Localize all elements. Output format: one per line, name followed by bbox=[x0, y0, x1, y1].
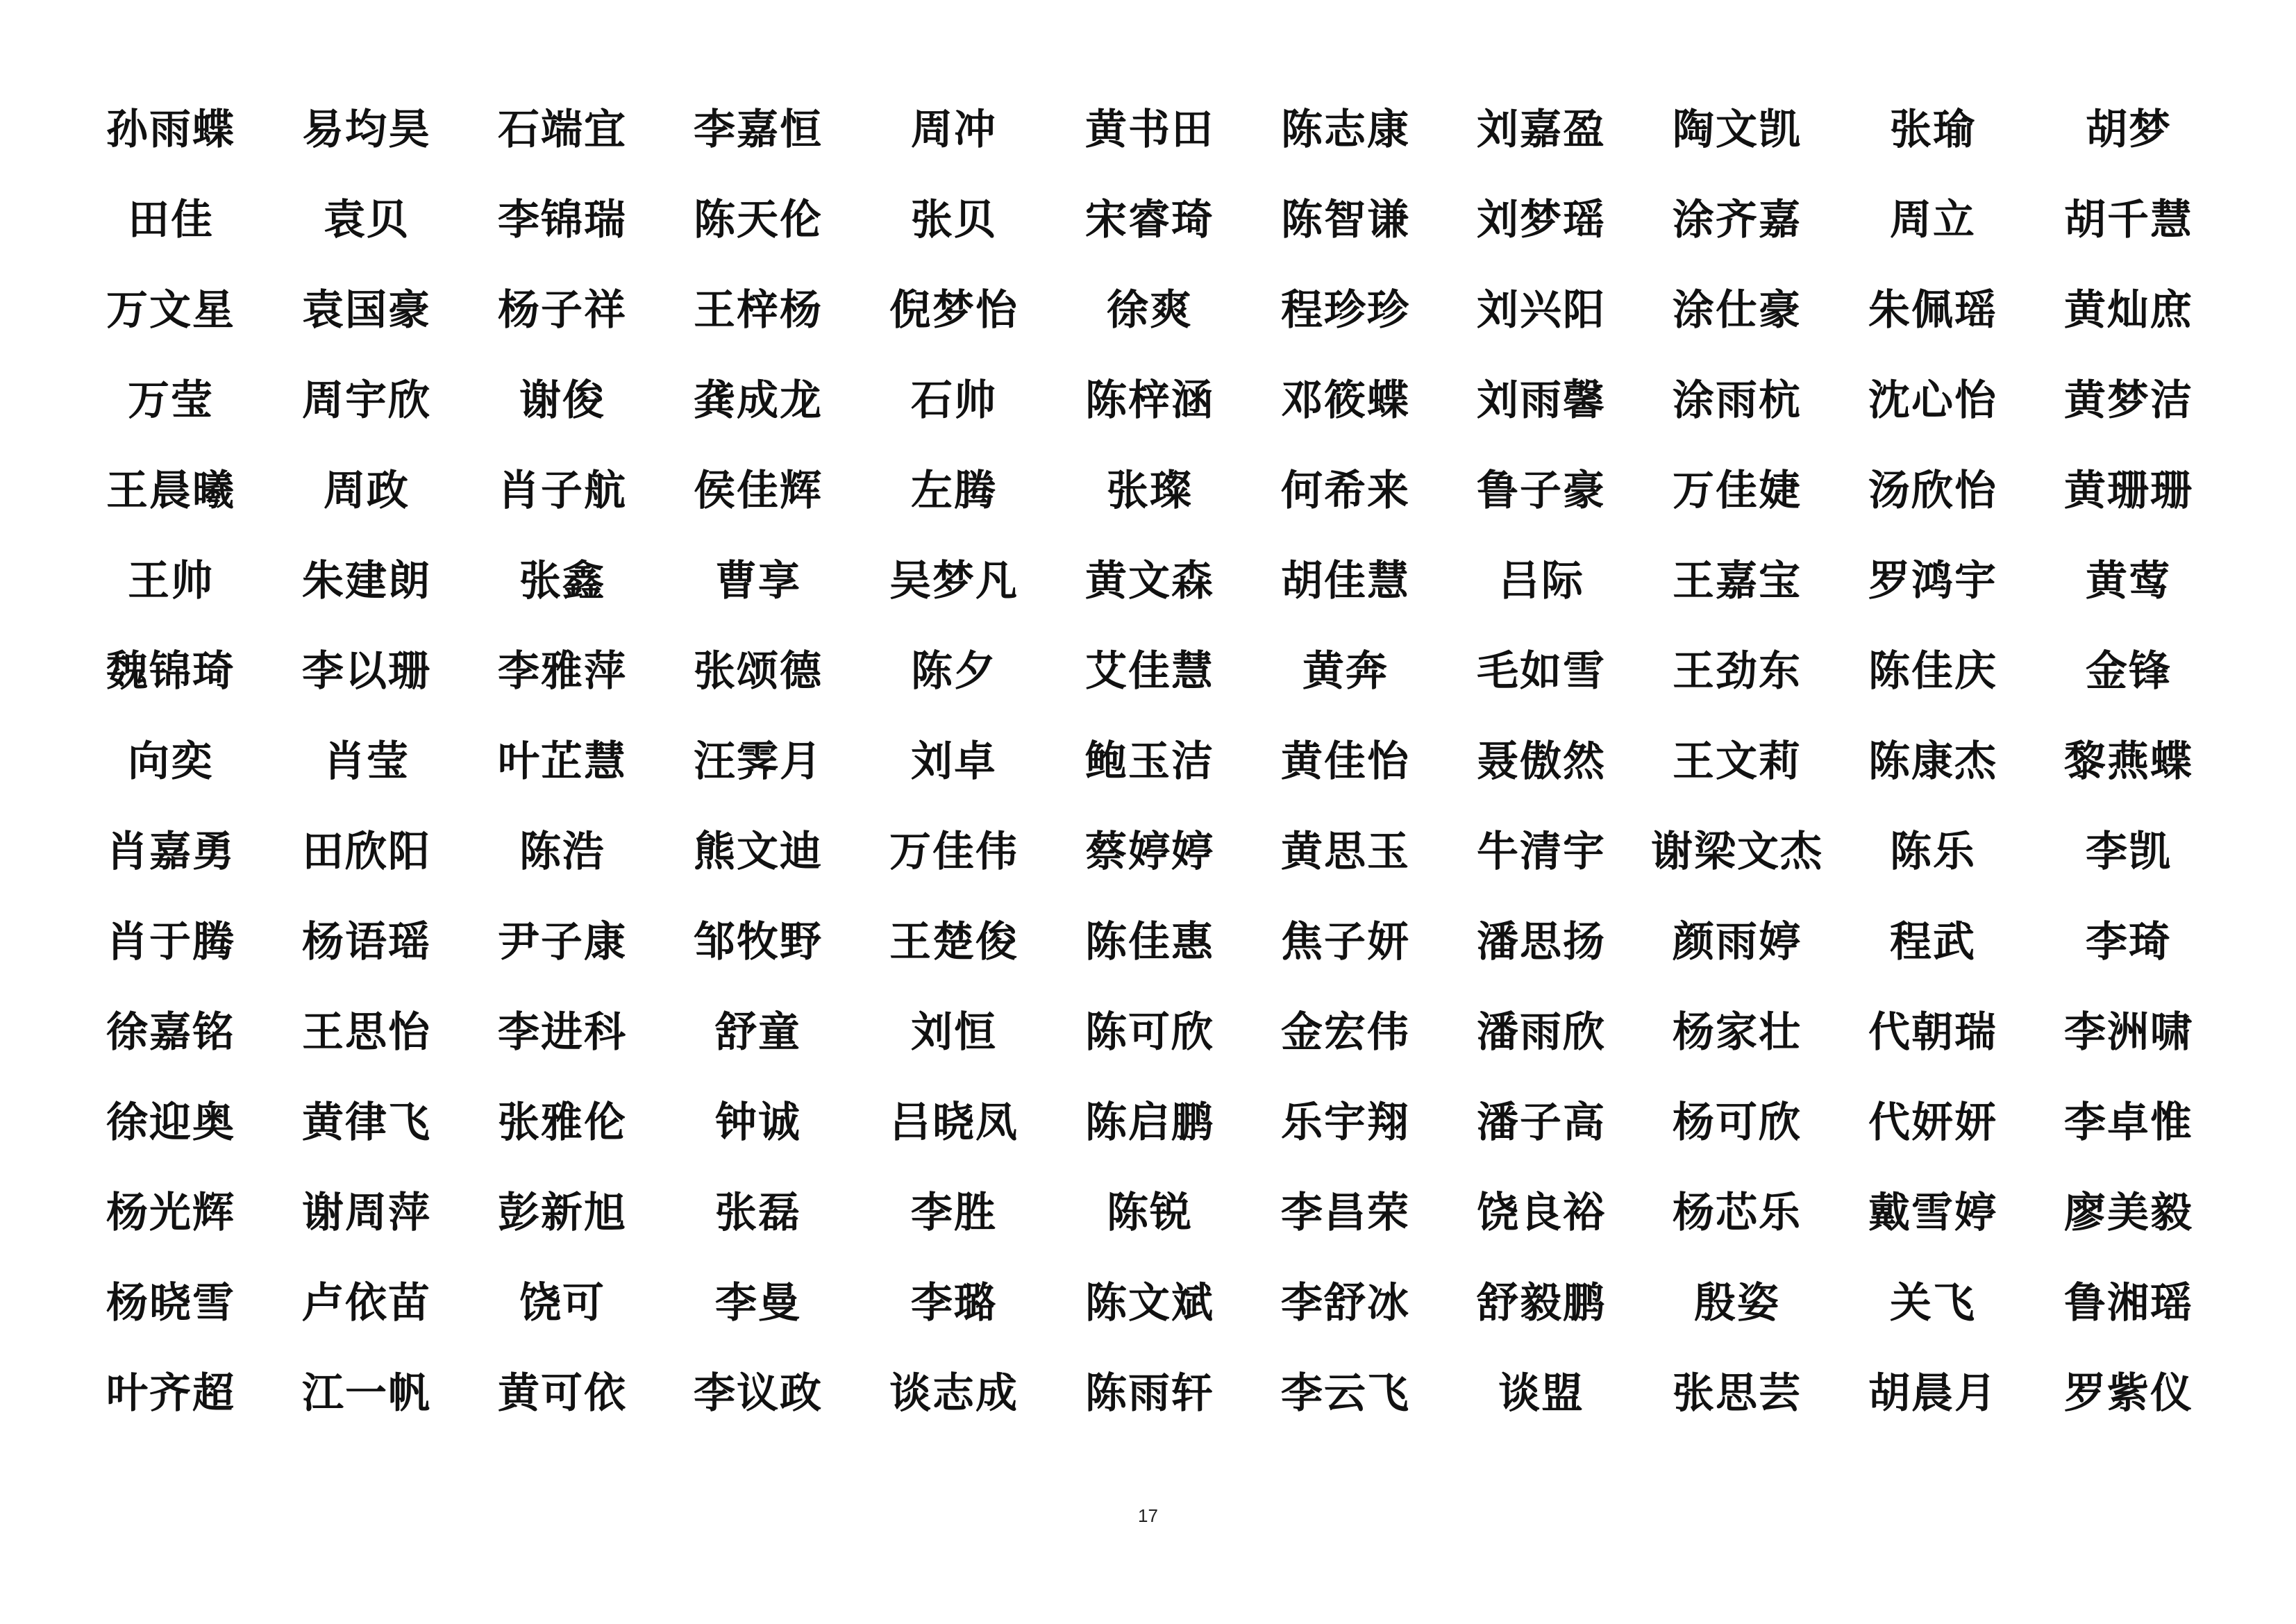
name-cell: 毛如雪 bbox=[1477, 647, 1606, 696]
name-cell: 谈盟 bbox=[1498, 1369, 1584, 1418]
name-cell: 陈可欣 bbox=[1085, 1008, 1214, 1057]
name-cell: 胡千慧 bbox=[2064, 196, 2193, 244]
name-cell: 宋睿琦 bbox=[1085, 196, 1214, 244]
name-cell: 潘雨欣 bbox=[1477, 1008, 1606, 1057]
name-cell: 杨子祥 bbox=[498, 286, 627, 335]
name-cell: 鲁湘瑶 bbox=[2064, 1279, 2193, 1328]
name-cell: 汪霁月 bbox=[694, 737, 823, 786]
name-cell: 陈天伦 bbox=[694, 196, 823, 244]
name-cell: 牛清宇 bbox=[1477, 828, 1606, 876]
name-cell: 饶可 bbox=[519, 1279, 605, 1328]
name-cell: 李璐 bbox=[911, 1279, 997, 1328]
name-cell: 万文星 bbox=[106, 286, 235, 335]
name-cell: 王梓杨 bbox=[694, 286, 823, 335]
name-cell: 黄书田 bbox=[1085, 106, 1214, 154]
name-cell: 鲍玉洁 bbox=[1085, 737, 1214, 786]
name-cell: 李胜 bbox=[911, 1189, 997, 1237]
name-cell: 杨光辉 bbox=[106, 1189, 235, 1237]
name-cell: 吕晓凤 bbox=[889, 1098, 1019, 1147]
name-cell: 李舒冰 bbox=[1281, 1279, 1410, 1328]
name-cell: 左腾 bbox=[911, 467, 997, 515]
name-cell: 胡晨月 bbox=[1868, 1369, 1997, 1418]
name-cell: 钟诚 bbox=[715, 1098, 801, 1147]
name-cell: 戴雪婷 bbox=[1868, 1189, 1997, 1237]
name-cell: 万佳伟 bbox=[889, 828, 1019, 876]
name-cell: 李嘉恒 bbox=[694, 106, 823, 154]
name-cell: 刘兴阳 bbox=[1477, 286, 1606, 335]
name-cell: 黄佳怡 bbox=[1281, 737, 1410, 786]
name-cell: 舒毅鹏 bbox=[1477, 1279, 1606, 1328]
name-cell: 张鑫 bbox=[519, 557, 605, 605]
name-cell: 张瑜 bbox=[1890, 106, 1976, 154]
name-cell: 曹享 bbox=[715, 557, 801, 605]
name-cell: 刘雨馨 bbox=[1477, 376, 1606, 425]
name-cell: 徐嘉铭 bbox=[106, 1008, 235, 1057]
name-cell: 金锋 bbox=[2086, 647, 2172, 696]
name-cell: 王嘉宝 bbox=[1673, 557, 1802, 605]
name-cell: 龚成龙 bbox=[694, 376, 823, 425]
name-cell: 彭新旭 bbox=[498, 1189, 627, 1237]
name-cell: 潘子高 bbox=[1477, 1098, 1606, 1147]
name-cell: 代妍妍 bbox=[1868, 1098, 1997, 1147]
name-cell: 朱建朗 bbox=[302, 557, 431, 605]
name-cell: 李云飞 bbox=[1281, 1369, 1410, 1418]
name-cell: 罗紫仪 bbox=[2064, 1369, 2193, 1418]
name-cell: 尹子康 bbox=[498, 918, 627, 966]
name-cell: 颜雨婷 bbox=[1673, 918, 1802, 966]
name-cell: 焦子妍 bbox=[1281, 918, 1410, 966]
name-cell: 刘恒 bbox=[911, 1008, 997, 1057]
name-cell: 叶芷慧 bbox=[498, 737, 627, 786]
name-cell: 袁国豪 bbox=[302, 286, 431, 335]
name-cell: 沈心怡 bbox=[1868, 376, 1997, 425]
name-cell: 胡佳慧 bbox=[1281, 557, 1410, 605]
name-cell: 刘卓 bbox=[911, 737, 997, 786]
name-cell: 王思怡 bbox=[302, 1008, 431, 1057]
name-cell: 鲁子豪 bbox=[1477, 467, 1606, 515]
name-cell: 王文莉 bbox=[1673, 737, 1802, 786]
name-cell: 乐宇翔 bbox=[1281, 1098, 1410, 1147]
name-cell: 殷姿 bbox=[1694, 1279, 1780, 1328]
name-cell: 肖子航 bbox=[498, 467, 627, 515]
name-cell: 陈乐 bbox=[1890, 828, 1976, 876]
name-cell: 黄灿庶 bbox=[2064, 286, 2193, 335]
name-cell: 陈浩 bbox=[519, 828, 605, 876]
name-cell: 向奕 bbox=[128, 737, 214, 786]
name-cell: 李凯 bbox=[2086, 828, 2172, 876]
name-cell: 黄珊珊 bbox=[2064, 467, 2193, 515]
name-cell: 关飞 bbox=[1890, 1279, 1976, 1328]
name-cell: 黄思玉 bbox=[1281, 828, 1410, 876]
name-cell: 李洲啸 bbox=[2064, 1008, 2193, 1057]
name-cell: 邓筱蝶 bbox=[1281, 376, 1410, 425]
name-cell: 邹牧野 bbox=[694, 918, 823, 966]
name-cell: 周政 bbox=[324, 467, 410, 515]
name-cell: 陈文斌 bbox=[1085, 1279, 1214, 1328]
name-cell: 王帅 bbox=[128, 557, 214, 605]
name-cell: 陈启鹏 bbox=[1085, 1098, 1214, 1147]
name-cell: 魏锦琦 bbox=[106, 647, 235, 696]
name-cell: 王晨曦 bbox=[106, 467, 235, 515]
name-cell: 刘梦瑶 bbox=[1477, 196, 1606, 244]
name-cell: 谢周萍 bbox=[302, 1189, 431, 1237]
name-cell: 周宇欣 bbox=[302, 376, 431, 425]
name-cell: 程珍珍 bbox=[1281, 286, 1410, 335]
name-cell: 艾佳慧 bbox=[1085, 647, 1214, 696]
name-cell: 陈梓涵 bbox=[1085, 376, 1214, 425]
name-cell: 李昌荣 bbox=[1281, 1189, 1410, 1237]
page-number: 17 bbox=[1138, 1505, 1158, 1526]
name-cell: 吕际 bbox=[1498, 557, 1584, 605]
name-cell: 王楚俊 bbox=[889, 918, 1019, 966]
name-cell: 李琦 bbox=[2086, 918, 2172, 966]
name-cell: 张思芸 bbox=[1673, 1369, 1802, 1418]
name-cell: 卢依苗 bbox=[302, 1279, 431, 1328]
name-cell: 陈雨轩 bbox=[1085, 1369, 1214, 1418]
name-cell: 周冲 bbox=[911, 106, 997, 154]
name-cell: 张贝 bbox=[911, 196, 997, 244]
name-cell: 饶良裕 bbox=[1477, 1189, 1606, 1237]
name-cell: 涂雨杭 bbox=[1673, 376, 1802, 425]
name-cell: 陈康杰 bbox=[1868, 737, 1997, 786]
name-cell: 代朝瑞 bbox=[1868, 1008, 1997, 1057]
name-cell: 涂仕豪 bbox=[1673, 286, 1802, 335]
name-cell: 万佳婕 bbox=[1673, 467, 1802, 515]
name-cell: 吴梦凡 bbox=[889, 557, 1019, 605]
name-cell: 张颂德 bbox=[694, 647, 823, 696]
name-cell: 徐迎奥 bbox=[106, 1098, 235, 1147]
name-cell: 金宏伟 bbox=[1281, 1008, 1410, 1057]
name-cell: 涂齐嘉 bbox=[1673, 196, 1802, 244]
name-cell: 黄奔 bbox=[1302, 647, 1389, 696]
name-cell: 陈夕 bbox=[911, 647, 997, 696]
name-cell: 陈智谦 bbox=[1281, 196, 1410, 244]
name-cell: 杨晓雪 bbox=[106, 1279, 235, 1328]
name-cell: 熊文迪 bbox=[694, 828, 823, 876]
name-cell: 张磊 bbox=[715, 1189, 801, 1237]
name-cell: 李议政 bbox=[694, 1369, 823, 1418]
name-cell: 黄可依 bbox=[498, 1369, 627, 1418]
name-cell: 黎燕蝶 bbox=[2064, 737, 2193, 786]
name-cell: 田欣阳 bbox=[302, 828, 431, 876]
name-cell: 王劲东 bbox=[1673, 647, 1802, 696]
name-cell: 侯佳辉 bbox=[694, 467, 823, 515]
name-cell: 张雅伦 bbox=[498, 1098, 627, 1147]
name-cell: 叶齐超 bbox=[106, 1369, 235, 1418]
name-cell: 周立 bbox=[1890, 196, 1976, 244]
name-cell: 张璨 bbox=[1107, 467, 1193, 515]
name-cell: 罗鸿宇 bbox=[1868, 557, 1997, 605]
name-cell: 陈锐 bbox=[1107, 1189, 1193, 1237]
name-cell: 黄梦洁 bbox=[2064, 376, 2193, 425]
name-cell: 江一帆 bbox=[302, 1369, 431, 1418]
name-cell: 万莹 bbox=[128, 376, 214, 425]
name-cell: 黄文森 bbox=[1085, 557, 1214, 605]
name-cell: 李以珊 bbox=[302, 647, 431, 696]
name-cell: 黄莺 bbox=[2086, 557, 2172, 605]
name-cell: 李曼 bbox=[715, 1279, 801, 1328]
name-cell: 孙雨蝶 bbox=[106, 106, 235, 154]
name-cell: 肖嘉勇 bbox=[106, 828, 235, 876]
name-cell: 李进科 bbox=[498, 1008, 627, 1057]
name-cell: 胡梦 bbox=[2086, 106, 2172, 154]
name-cell: 何希来 bbox=[1281, 467, 1410, 515]
name-cell: 陈佳庆 bbox=[1868, 647, 1997, 696]
name-cell: 程武 bbox=[1890, 918, 1976, 966]
name-cell: 石端宜 bbox=[498, 106, 627, 154]
name-cell: 李锦瑞 bbox=[498, 196, 627, 244]
name-grid bbox=[73, 85, 2227, 1439]
name-cell: 田佳 bbox=[128, 196, 214, 244]
name-cell: 蔡婷婷 bbox=[1085, 828, 1214, 876]
name-cell: 朱佩瑶 bbox=[1868, 286, 1997, 335]
name-cell: 潘思扬 bbox=[1477, 918, 1606, 966]
name-cell: 肖莹 bbox=[324, 737, 410, 786]
name-cell: 肖于腾 bbox=[106, 918, 235, 966]
name-cell: 陈佳惠 bbox=[1085, 918, 1214, 966]
name-cell: 谢梁文杰 bbox=[1651, 828, 1823, 876]
name-cell: 陈志康 bbox=[1281, 106, 1410, 154]
name-cell: 舒童 bbox=[715, 1008, 801, 1057]
name-cell: 石帅 bbox=[911, 376, 997, 425]
name-cell: 李卓惟 bbox=[2064, 1098, 2193, 1147]
name-cell: 徐爽 bbox=[1107, 286, 1193, 335]
name-cell: 杨语瑶 bbox=[302, 918, 431, 966]
name-cell: 谢俊 bbox=[519, 376, 605, 425]
name-cell: 李雅萍 bbox=[498, 647, 627, 696]
name-cell: 杨芯乐 bbox=[1673, 1189, 1802, 1237]
name-cell: 聂傲然 bbox=[1477, 737, 1606, 786]
name-cell: 廖美毅 bbox=[2064, 1189, 2193, 1237]
name-cell: 陶文凯 bbox=[1673, 106, 1802, 154]
name-cell: 易均昊 bbox=[302, 106, 431, 154]
name-cell: 倪梦怡 bbox=[889, 286, 1019, 335]
name-cell: 汤欣怡 bbox=[1868, 467, 1997, 515]
name-cell: 刘嘉盈 bbox=[1477, 106, 1606, 154]
name-cell: 黄律飞 bbox=[302, 1098, 431, 1147]
name-cell: 袁贝 bbox=[324, 196, 410, 244]
name-cell: 杨可欣 bbox=[1673, 1098, 1802, 1147]
name-cell: 杨家壮 bbox=[1673, 1008, 1802, 1057]
name-cell: 谈志成 bbox=[889, 1369, 1019, 1418]
